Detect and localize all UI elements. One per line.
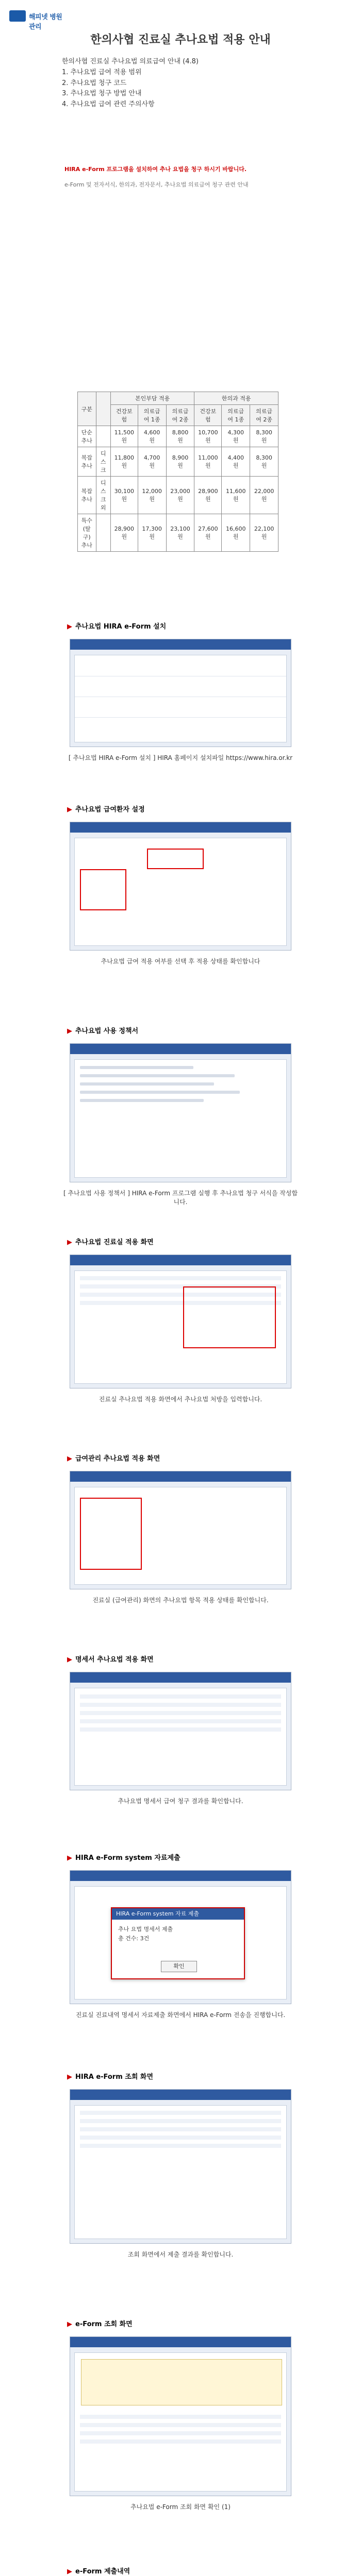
row-stripe	[80, 2423, 281, 2427]
dialog-title: HIRA e-Form system 자료 제출	[112, 1908, 244, 1920]
fee-cell: 4,700원	[138, 447, 166, 477]
section-caption: 추나요법 명세서 급여 청구 결과를 확인합니다.	[118, 1798, 243, 1805]
dialog-text: 총 건수: 3건	[118, 1935, 150, 1942]
row-stripe	[80, 1727, 281, 1732]
window-titlebar	[70, 2090, 291, 2100]
section-title: ▶ 추나요법 HIRA e-Form 설치	[67, 623, 167, 631]
window-titlebar	[70, 2337, 291, 2347]
row-stripe	[80, 1719, 281, 1723]
form-line	[80, 1082, 214, 1086]
section-title-text: HIRA e-Form 조회 화면	[75, 2073, 154, 2081]
window-titlebar	[70, 822, 291, 833]
form-line	[80, 1091, 240, 1094]
screenshot-statement	[70, 1672, 291, 1790]
fee-cell: 11,500원	[110, 426, 138, 447]
page-title: 한의사협 진료실 추나요법 적용 안내	[90, 33, 271, 46]
screenshot-eform-install	[70, 639, 291, 747]
row-stripe	[80, 2127, 281, 2131]
section-caption: 추나요법 급여 적용 여부를 선택 후 적용 상태를 확인합니다	[101, 958, 260, 965]
notice-red: HIRA e-Form 프로그램을 설치하여 추나 요법을 청구 하시기 바랍니다.	[64, 166, 247, 173]
fee-subth: 의료급여 2종	[250, 405, 278, 426]
section-caption: 조회 화면에서 제출 결과를 확인합니다.	[127, 2251, 234, 2258]
fee-th: 구분	[78, 392, 96, 426]
row-stripe	[80, 2144, 281, 2148]
section-title-text: 추나요법 사용 정책서	[75, 1027, 139, 1035]
section-title: ▶ 명세서 추나요법 적용 화면	[67, 1656, 154, 1664]
screenshot-usage-form	[70, 1043, 291, 1182]
intro-item: 1. 추나요법 급여 적용 범위	[62, 68, 142, 76]
highlight-box	[80, 869, 126, 910]
window-body	[74, 838, 287, 946]
fee-subth: 의료급여 2종	[166, 405, 194, 426]
section-title: ▶ e-Form 제출내역	[67, 2568, 130, 2575]
fee-cell: 22,100원	[250, 514, 278, 552]
row-stripe	[80, 1276, 281, 1280]
fee-cell: 4,600원	[138, 426, 166, 447]
fee-cell: 11,600원	[222, 477, 250, 514]
row-stripe	[80, 2431, 281, 2435]
dialog-text: 추나 요법 명세서 제출	[118, 1926, 173, 1933]
row-stripe	[80, 2111, 281, 2115]
fee-cell: 22,000원	[250, 477, 278, 514]
section-title: ▶ 추나요법 사용 정책서	[67, 1027, 139, 1035]
fee-cell: 단순추나	[78, 426, 96, 447]
window-body	[74, 1059, 287, 1178]
section-title: ▶ 급여관리 추나요법 적용 화면	[67, 1455, 160, 1463]
fee-cell: 8,300원	[250, 447, 278, 477]
window-body	[74, 1487, 287, 1585]
window-titlebar	[70, 1044, 291, 1054]
fee-cell: 28,900원	[194, 477, 222, 514]
fee-cell: 30,100원	[110, 477, 138, 514]
fee-subth: 의료급여 1종	[138, 405, 166, 426]
notice-block	[64, 165, 299, 174]
window-body	[74, 2352, 287, 2492]
row-stripe	[80, 2439, 281, 2444]
window-body	[74, 2105, 287, 2239]
section-title-text: 급여관리 추나요법 적용 화면	[75, 1455, 160, 1463]
section-caption: [ 추나요법 HIRA e-Form 설치 ] HIRA 홈페이지 설치파일 https://www.hira.or.kr	[68, 754, 293, 761]
fee-cell: 4,400원	[222, 447, 250, 477]
logo-mark	[9, 10, 26, 22]
section-title: ▶ e-Form 조회 화면	[67, 2320, 133, 2328]
dialog-body	[112, 1920, 244, 1948]
window-titlebar	[70, 1255, 291, 1265]
row-stripe	[80, 2136, 281, 2140]
fee-cell	[96, 514, 110, 552]
form-line	[80, 1099, 204, 1102]
fee-th: 한의과 적용	[194, 392, 278, 405]
screenshot-patient-setup	[70, 822, 291, 951]
dialog-confirm-button[interactable]: 확인	[161, 1961, 197, 1972]
section-caption: 추나요법 e-Form 조회 화면 확인 (1)	[130, 2503, 231, 2511]
window-titlebar	[70, 1471, 291, 1482]
section-caption: 진료실 추나요법 적용 화면에서 추나요법 처방을 입력합니다.	[99, 1396, 262, 1403]
fee-cell	[96, 426, 110, 447]
screenshot-lookup	[70, 2089, 291, 2244]
section-title-text: 추나요법 HIRA e-Form 설치	[75, 623, 167, 631]
section-title-text: e-Form 제출내역	[75, 2568, 130, 2575]
highlight-box	[183, 1286, 276, 1348]
divider	[75, 717, 286, 718]
notice-gray: e-Form 및 전자서식, 한의과, 전자문서, 추나요법 의료급여 청구 관련 안내	[64, 181, 249, 188]
fee-cell: 23,100원	[166, 514, 194, 552]
section-caption: 진료실 진료내역 명세서 자료제출 화면에서 HIRA e-Form 전송을 진행합니다.	[75, 2011, 286, 2019]
fee-cell: 8,900원	[166, 447, 194, 477]
fee-cell: 디스크 외	[96, 477, 110, 514]
row-stripe	[80, 2415, 281, 2419]
section-title-text: e-Form 조회 화면	[75, 2320, 133, 2328]
fee-cell: 8,300원	[250, 426, 278, 447]
fee-cell: 디스크	[96, 447, 110, 477]
submit-dialog	[111, 1907, 245, 1979]
fee-th: 본인부담 적용	[110, 392, 194, 405]
section-caption: [ 추나요법 사용 정책서 ] HIRA e-Form 프로그램 실행 후 추나요법 청구 서식을 작성합니다.	[63, 1190, 298, 1206]
window-titlebar	[70, 1672, 291, 1683]
fee-cell: 11,800원	[110, 447, 138, 477]
fee-cell: 특수(탈구)추나	[78, 514, 96, 552]
window-body	[74, 655, 287, 742]
fee-cell: 23,000원	[166, 477, 194, 514]
fee-cell: 4,300원	[222, 426, 250, 447]
screenshot-eform-lookup	[70, 2336, 291, 2496]
section-title-text: 추나요법 급여환자 설정	[75, 806, 145, 814]
row-stripe	[80, 1703, 281, 1707]
intro-item: 2. 추나요법 청구 코드	[62, 79, 127, 87]
fee-cell: 11,000원	[194, 447, 222, 477]
fee-cell: 8,800원	[166, 426, 194, 447]
window-titlebar	[70, 639, 291, 650]
fee-cell: 17,300원	[138, 514, 166, 552]
window-titlebar	[70, 1871, 291, 1881]
section-title: ▶ 추나요법 급여환자 설정	[67, 806, 145, 814]
intro-line: 한의사협 진료실 추나요법 의료급여 안내 (4.8)	[62, 58, 199, 65]
screenshot-submit	[70, 1870, 291, 2004]
fee-cell: 27,600원	[194, 514, 222, 552]
section-title-text: 추나요법 진료실 적용 화면	[75, 1239, 154, 1246]
highlight-box	[80, 1498, 142, 1570]
highlight-panel	[81, 2359, 282, 2405]
section-title-text: HIRA e-Form system 자료제출	[75, 1854, 180, 1862]
row-stripe	[80, 2119, 281, 2123]
fee-table	[77, 392, 278, 552]
fee-subth: 의료급여 1종	[222, 405, 250, 426]
window-body	[74, 1688, 287, 1786]
row-stripe	[80, 1694, 281, 1699]
form-line	[80, 1066, 193, 1069]
intro-item: 3. 추나요법 청구 방법 안내	[62, 90, 142, 98]
brand-logo	[9, 9, 66, 31]
fee-subth: 건강보험	[110, 405, 138, 426]
fee-cell: 12,000원	[138, 477, 166, 514]
intro	[62, 57, 299, 110]
section-title: ▶ HIRA e-Form system 자료제출	[67, 1854, 180, 1862]
intro-item: 4. 추나요법 급여 관련 주의사항	[62, 100, 155, 109]
row-stripe	[80, 1711, 281, 1715]
window-body	[74, 1886, 287, 1999]
fee-cell: 28,900원	[110, 514, 138, 552]
fee-cell: 16,600원	[222, 514, 250, 552]
section-title: ▶ HIRA e-Form 조회 화면	[67, 2073, 154, 2081]
window-body	[74, 1270, 287, 1384]
page-header	[0, 0, 361, 31]
fee-cell: 10,700원	[194, 426, 222, 447]
section-title: ▶ 추나요법 진료실 적용 화면	[67, 1239, 154, 1246]
screenshot-billing	[70, 1471, 291, 1589]
fee-cell: 복잡추나	[78, 477, 96, 514]
fee-cell: 복잡추나	[78, 447, 96, 477]
section-title-text: 명세서 추나요법 적용 화면	[75, 1656, 154, 1664]
fee-subth: 건강보험	[194, 405, 222, 426]
form-line	[80, 1074, 235, 1077]
highlight-box	[147, 849, 204, 869]
screenshot-clinic-screen	[70, 1255, 291, 1388]
logo-text: 해피넷 병원관리	[29, 13, 62, 31]
fee-th	[96, 392, 110, 426]
section-caption: 진료실 (급여관리) 화면의 추나요법 항목 적용 상태를 확인합니다.	[92, 1597, 269, 1604]
